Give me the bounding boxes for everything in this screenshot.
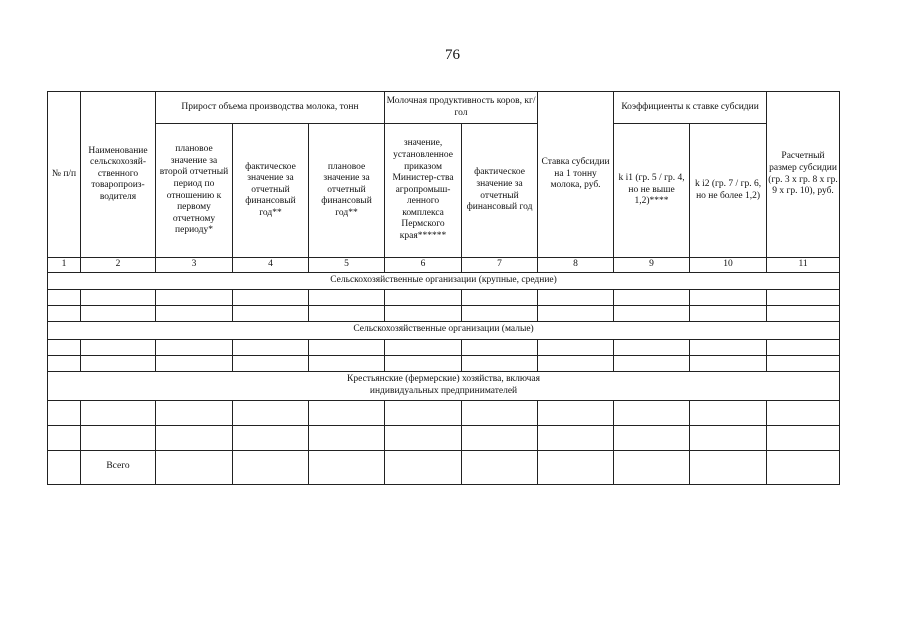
- header-group-milk-growth: Прирост объема производства молока, тонн: [156, 92, 385, 124]
- header-col-5: плановое значение за отчетный финансовый год**: [309, 124, 385, 258]
- table-cell: [385, 289, 462, 305]
- table-cell: [233, 450, 309, 484]
- table-cell: [81, 305, 156, 321]
- column-number: 11: [767, 258, 840, 273]
- header-col-7: фактическое значение за отчетный финансовый год: [462, 124, 538, 258]
- header-row-top: [48, 92, 840, 124]
- header-group-productivity: Молочная продуктивность коров, кг/гол: [385, 92, 538, 124]
- table-cell: [309, 289, 385, 305]
- column-number: 9: [614, 258, 690, 273]
- section-title-line: индивидуальных предпринимателей: [369, 385, 518, 396]
- table-cell: [690, 425, 767, 450]
- table-cell: [233, 289, 309, 305]
- table-cell: [309, 305, 385, 321]
- table-cell: [690, 339, 767, 355]
- section-row-large-medium: [48, 272, 840, 289]
- table-cell: [462, 289, 538, 305]
- table-cell: [462, 305, 538, 321]
- column-number: 6: [385, 258, 462, 273]
- table-cell: [767, 425, 840, 450]
- table-cell: [614, 355, 690, 371]
- table-cell: [309, 450, 385, 484]
- table-cell: [462, 425, 538, 450]
- column-number: 3: [156, 258, 233, 273]
- table-cell: [767, 289, 840, 305]
- table-cell: [48, 355, 81, 371]
- table-cell: [156, 355, 233, 371]
- section-title: [48, 371, 840, 400]
- header-col-3: плановое значение за второй отчетный период по отношению к первому отчетному периоду*: [156, 124, 233, 258]
- column-number: 2: [81, 258, 156, 273]
- table-cell: [48, 339, 81, 355]
- table-cell: [462, 400, 538, 425]
- table-cell: [690, 355, 767, 371]
- table-cell: [614, 450, 690, 484]
- table-cell: [385, 305, 462, 321]
- total-row: [48, 450, 840, 484]
- table-cell: [309, 339, 385, 355]
- table-cell: [309, 400, 385, 425]
- table-cell: [81, 425, 156, 450]
- table-cell: [385, 400, 462, 425]
- header-col-calculated-subsidy: Расчетный размер субсидии (гр. 3 х гр. 8 х гр. 9 х гр. 10), руб.: [767, 92, 840, 258]
- total-label: Всего: [81, 450, 156, 484]
- column-number: 5: [309, 258, 385, 273]
- table-cell: [538, 289, 614, 305]
- header-group-coefficients: Коэффициенты к ставке субсидии: [614, 92, 767, 124]
- header-col-producer-name: Наименование сельскохозяй-ственного товаропроиз-водителя: [81, 92, 156, 258]
- table-cell: [48, 425, 81, 450]
- header-col-6: значение, установленное приказом Министер-ства агропромыш-ленного комплекса Пермского края******: [385, 124, 462, 258]
- header-col-number: № п/п: [48, 92, 81, 258]
- table-cell: [156, 425, 233, 450]
- table-cell: [233, 355, 309, 371]
- table-cell: [156, 289, 233, 305]
- table-cell: [156, 305, 233, 321]
- table-cell: [462, 339, 538, 355]
- table-cell: [48, 450, 81, 484]
- table-cell: [614, 289, 690, 305]
- column-number: 10: [690, 258, 767, 273]
- header-col-10: k i2 (гр. 7 / гр. 6, но не более 1,2): [690, 124, 767, 258]
- column-number-row: [48, 258, 840, 273]
- table-cell: [233, 425, 309, 450]
- table-cell: [385, 355, 462, 371]
- table-cell: [462, 355, 538, 371]
- table-cell: [48, 400, 81, 425]
- table-cell: [48, 289, 81, 305]
- table-cell: [690, 450, 767, 484]
- section-title: Сельскохозяйственные организации (малые): [48, 321, 840, 339]
- table-cell: [309, 425, 385, 450]
- table-cell: [538, 450, 614, 484]
- table-cell: [614, 339, 690, 355]
- table-row: [48, 305, 840, 321]
- table-cell: [690, 305, 767, 321]
- table-cell: [690, 400, 767, 425]
- table-cell: [233, 305, 309, 321]
- table-cell: [462, 450, 538, 484]
- column-number: 4: [233, 258, 309, 273]
- section-row-small: [48, 321, 840, 339]
- table-cell: [81, 400, 156, 425]
- table-cell: [767, 355, 840, 371]
- table-cell: [690, 289, 767, 305]
- section-title-line: Крестьянские (фермерские) хозяйства, включая: [347, 374, 541, 384]
- table-cell: [767, 450, 840, 484]
- section-row-farms: [48, 371, 840, 400]
- header-col-9: k i1 (гр. 5 / гр. 4, но не выше 1,2)****: [614, 124, 690, 258]
- column-number: 7: [462, 258, 538, 273]
- table-cell: [614, 425, 690, 450]
- table-cell: [385, 450, 462, 484]
- column-number: 1: [48, 258, 81, 273]
- table-cell: [233, 339, 309, 355]
- table-row: [48, 339, 840, 355]
- header-row-sub: [48, 124, 840, 258]
- header-col-4: фактическое значение за отчетный финансовый год**: [233, 124, 309, 258]
- table-cell: [614, 305, 690, 321]
- section-title: Сельскохозяйственные организации (крупные, средние): [48, 272, 840, 289]
- page-number: 76: [445, 47, 460, 63]
- table-cell: [81, 355, 156, 371]
- table-cell: [538, 339, 614, 355]
- table-cell: [538, 355, 614, 371]
- subsidy-calculation-table: [47, 91, 840, 485]
- table-cell: [233, 400, 309, 425]
- table-cell: [81, 289, 156, 305]
- table-row: [48, 355, 840, 371]
- table-cell: [81, 339, 156, 355]
- table-row: [48, 425, 840, 450]
- table-cell: [309, 355, 385, 371]
- table-cell: [614, 400, 690, 425]
- column-number: 8: [538, 258, 614, 273]
- table-cell: [156, 339, 233, 355]
- table-cell: [385, 425, 462, 450]
- table-cell: [48, 305, 81, 321]
- table-cell: [538, 400, 614, 425]
- table-cell: [767, 400, 840, 425]
- table-cell: [156, 450, 233, 484]
- table-row: [48, 400, 840, 425]
- table-cell: [385, 339, 462, 355]
- table-cell: [538, 305, 614, 321]
- table-row: [48, 289, 840, 305]
- header-col-subsidy-rate: Ставка субсидии на 1 тонну молока, руб.: [538, 92, 614, 258]
- table-cell: [767, 339, 840, 355]
- table-cell: [156, 400, 233, 425]
- table-cell: [767, 305, 840, 321]
- table-cell: [538, 425, 614, 450]
